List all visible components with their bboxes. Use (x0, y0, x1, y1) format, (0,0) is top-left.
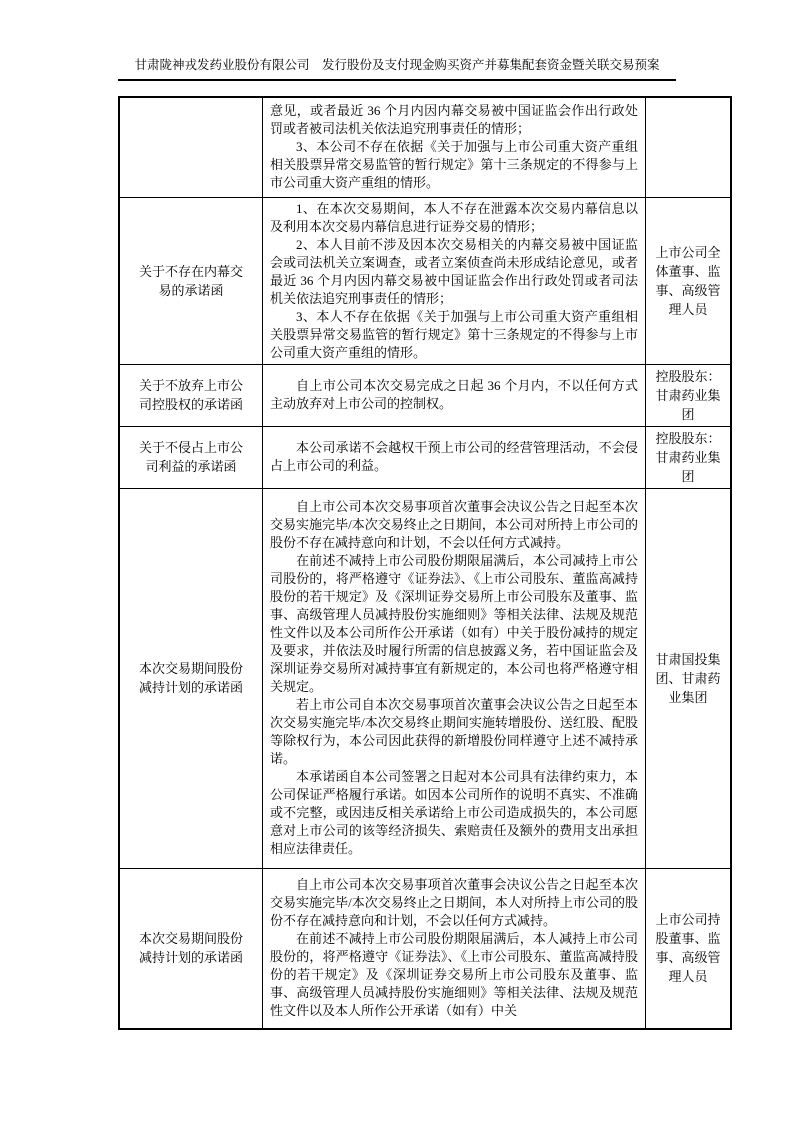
commitment-content-cell (263, 364, 646, 426)
table-row-continuation (119, 97, 731, 197)
commitment-party-cell: 控股股东：甘肃药业集团 (646, 364, 732, 426)
commitment-name-cell: 本次交易期间股份减持计划的承诺函 (119, 488, 263, 868)
commitment-content-cell (263, 197, 646, 364)
commitment-name-cell: 本次交易期间股份减持计划的承诺函 (119, 868, 263, 1029)
table-row-control-retention (119, 364, 731, 426)
commitment-content-cell (263, 426, 646, 488)
document-header-title: 甘肃陇神戎发药业股份有限公司 发行股份及支付现金购买资产并募集配套资金暨关联交易预案 (118, 57, 676, 81)
commitment-paragraph: 自上市公司本次交易完成之日起 36 个月内，不以任何方式主动放弃对上市公司的控制权。 (270, 378, 638, 411)
table-row-shareholding-reduction-individuals (119, 868, 731, 1029)
commitment-name-cell: 关于不侵占上市公司利益的承诺函 (119, 426, 263, 488)
commitment-paragraph: 2、本人目前不涉及因本次交易相关的内幕交易被中国证监会或司法机关立案调查，或者立案侦查尚未形成结论意见，或者最近 36 个月内因内幕交易被中国证监会作出行政处罚或者司法机关依法追究刑事责任的情形； (270, 236, 638, 306)
commitment-paragraph: 在前述不减持上市公司股份期限届满后，本人减持上市公司股份的，将严格遵守《证券法》、《上市公司股东、董监高减持股份的若干规定》及《深圳证券交易所上市公司股东及董事、监事、高级管理人员减持股份实施细则》等相关法律、法规及规范性文件以及本人所作公开承诺（如有）中关 (270, 931, 638, 1019)
commitment-content-cell (263, 97, 646, 197)
commitment-content-cell (263, 488, 646, 868)
page-content (118, 57, 721, 1030)
commitment-paragraph: 3、本公司不存在依据《关于加强与上市公司重大资产重组相关股票异常交易监管的暂行规定》第十三条规定的不得参与上市公司重大资产重组的情形。 (270, 139, 638, 191)
commitment-paragraph: 若上市公司自本次交易事项首次董事会决议公告之日起至本次交易实施完毕/本次交易终止期间实施转增股份、送红股、配股等除权行为，本公司因此获得的新增股份同样遵守上述不减持承诺。 (270, 697, 638, 766)
commitment-name-cell: 关于不放弃上市公司控股权的承诺函 (119, 364, 263, 426)
commitment-paragraph: 本承诺函自本公司签署之日起对本公司具有法律约束力，本公司保证严格履行承诺。如因本公司所作的说明不真实、不准确或不完整，或因违反相关承诺给上市公司造成损失的，本公司愿意对上市公司的该等经济损失、索赔责任及额外的费用支出承担相应法律责任。 (270, 769, 638, 856)
commitment-name-cell (119, 97, 263, 197)
commitment-content-cell (263, 868, 646, 1029)
commitment-paragraph: 1、在本次交易期间，本人不存在泄露本次交易内幕信息以及利用本次交易内幕信息进行证券交易的情形； (270, 200, 638, 234)
table-row-no-encroachment (119, 426, 731, 488)
commitment-paragraph: 自上市公司本次交易事项首次董事会决议公告之日起至本次交易实施完毕/本次交易终止之日期间，本公司对所持上市公司的股份不存在减持意向和计划，不会以任何方式减持。 (270, 499, 638, 550)
table-row-insider-trading (119, 197, 731, 364)
commitment-party-cell: 上市公司全体董事、监事、高级管理人员 (646, 197, 732, 364)
commitment-name-cell: 关于不存在内幕交易的承诺函 (119, 197, 263, 364)
table-row-shareholding-reduction-company (119, 488, 731, 868)
commitment-party-cell: 控股股东：甘肃药业集团 (646, 426, 732, 488)
commitment-paragraph: 3、本人不存在依据《关于加强与上市公司重大资产重组相关股票异常交易监管的暂行规定》第十三条规定的不得参与上市公司重大资产重组的情形。 (270, 308, 638, 360)
commitment-paragraph: 在前述不减持上市公司股份期限届满后，本公司减持上市公司股份的，将严格遵守《证券法》、《上市公司股东、董监高减持股份的若干规定》及《深圳证券交易所上市公司股东及董事、监事、高级管理人员减持股份实施细则》等相关法律、法规及规范性文件以及本公司所作公开承诺（如有）中关于股份减持的规定及要求，并依法及时履行所需的信息披露义务，若中国证监会及深圳证券交易所对减持事宜有新规定的，本公司也将严格遵守相关规定。 (270, 553, 638, 694)
commitments-table (118, 96, 732, 1030)
commitment-party-cell: 甘肃国投集团、甘肃药业集团 (646, 488, 732, 868)
commitment-paragraph: 本公司承诺不会越权干预上市公司的经营管理活动，不会侵占上市公司的利益。 (270, 440, 638, 473)
commitment-paragraph: 自上市公司本次交易事项首次董事会决议公告之日起至本次交易实施完毕/本次交易终止之日期间，本人对所持上市公司的股份不存在减持意向和计划，不会以任何方式减持。 (270, 877, 638, 929)
commitment-paragraph: 意见，或者最近 36 个月内因内幕交易被中国证监会作出行政处罚或者被司法机关依法追究刑事责任的情形； (270, 103, 638, 137)
commitment-party-cell (646, 97, 732, 197)
commitment-party-cell: 上市公司持股董事、监事、高级管理人员 (646, 868, 732, 1029)
